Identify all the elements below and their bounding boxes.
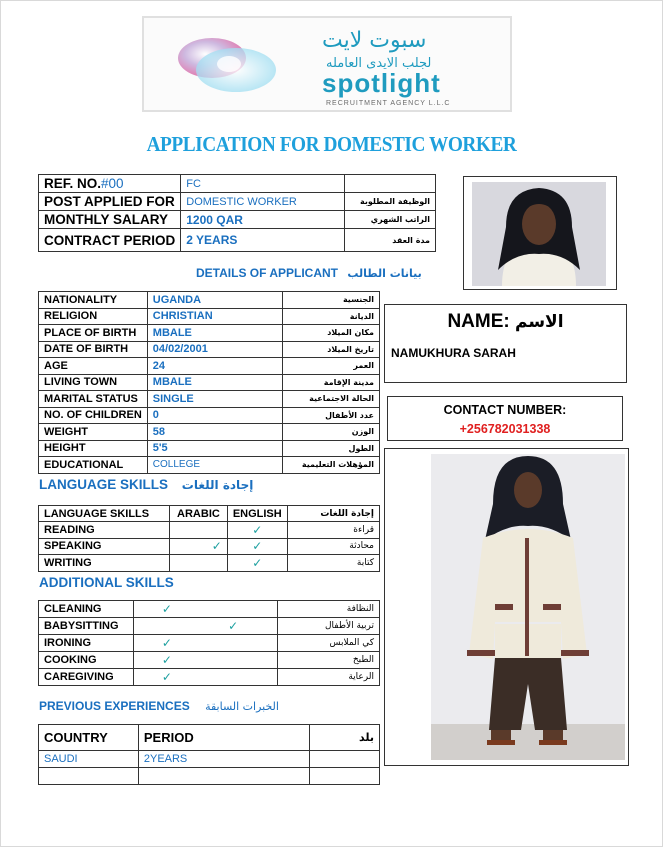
detail-label: WEIGHT [39,424,148,441]
experience-row [39,751,380,768]
applicant-name: NAMUKHURA SARAH [391,346,516,360]
salary-label: MONTHLY SALARY [39,211,181,229]
arabic-check-icon [170,555,228,572]
language-header-english: ENGLISH [227,506,287,522]
salary-arabic: الراتب الشهري [344,211,435,229]
detail-label: NATIONALITY [39,292,148,309]
skill-check-icon: ✓ [133,652,277,669]
language-label: SPEAKING [39,538,170,555]
detail-value: 04/02/2001 [147,341,282,358]
contract-label: CONTRACT PERIOD [39,229,181,252]
skill-check-icon: ✓ [133,669,277,686]
skill-check-icon: ✓ [133,601,277,618]
ref-label: REF. NO. [44,176,102,191]
details-row [39,407,380,424]
detail-arabic: المؤهلات التعليمية [282,457,380,474]
experience-country: SAUDI [39,751,139,768]
detail-arabic: الوزن [282,424,380,441]
logo-arabic-name: سبوت لايت [322,28,427,53]
contract-arabic: مدة العقد [344,229,435,252]
detail-value: 0 [147,407,282,424]
skill-arabic: الرعاية [278,669,380,686]
language-header-skill: LANGUAGE SKILLS [39,506,170,522]
details-row [39,292,380,309]
post-label: POST APPLIED FOR [39,193,181,211]
experience-period: 2YEARS [138,751,309,768]
details-row [39,358,380,375]
language-row [39,555,380,572]
detail-label: EDUCATIONAL [39,457,148,474]
additional-skill-row [39,669,380,686]
details-row [39,325,380,342]
detail-arabic: مكان الميلاد [282,325,380,342]
language-table [38,505,380,572]
language-heading [39,477,253,492]
additional-skills-table [38,600,380,686]
detail-arabic: العمر [282,358,380,375]
detail-value: SINGLE [147,391,282,408]
details-row [39,440,380,457]
skill-arabic: تربية الأطفال [278,618,380,635]
detail-value: COLLEGE [147,457,282,474]
agency-logo [142,16,512,112]
language-arabic: قراءة [287,522,379,539]
language-heading-en: LANGUAGE SKILLS [39,477,169,492]
language-header-ar: إجادة اللغات [287,506,379,522]
detail-label: AGE [39,358,148,375]
detail-arabic: الجنسية [282,292,380,309]
details-heading-ar: بيانات الطالب [347,267,422,280]
english-check-icon: ✓ [227,555,287,572]
details-row [39,374,380,391]
language-row [39,538,380,555]
skill-label: BABYSITTING [39,618,134,635]
name-arabic: الاسم [515,312,564,332]
detail-value: 24 [147,358,282,375]
detail-value: 5'5 [147,440,282,457]
name-label: NAME: [447,311,510,332]
language-label: READING [39,522,170,539]
contact-label: CONTACT NUMBER: [443,403,567,417]
experience-heading [39,699,279,713]
details-row [39,424,380,441]
skill-label: IRONING [39,635,134,652]
language-row [39,522,380,539]
arabic-check-icon: ✓ [170,538,228,555]
details-heading [196,266,422,280]
detail-value: MBALE [147,374,282,391]
post-value: DOMESTIC WORKER [181,193,344,211]
headshot-photo [472,182,606,286]
detail-arabic: الديانة [282,308,380,325]
detail-label: MARITAL STATUS [39,391,148,408]
headshot-photo-frame [463,176,617,290]
skill-label: CAREGIVING [39,669,134,686]
additional-skill-row [39,601,380,618]
detail-label: LIVING TOWN [39,374,148,391]
detail-label: HEIGHT [39,440,148,457]
arabic-check-icon [170,522,228,539]
detail-label: NO. OF CHILDREN [39,407,148,424]
detail-value: 58 [147,424,282,441]
ref-empty [344,175,435,193]
experience-heading-en: PREVIOUS EXPERIENCES [39,699,190,713]
header-info-table [38,174,436,252]
language-label: WRITING [39,555,170,572]
experience-row [39,768,380,785]
experience-period [138,768,309,785]
experience-table [38,724,380,785]
ref-label-cell [39,175,181,193]
experience-header-country: COUNTRY [39,725,139,751]
detail-arabic: عدد الأطفال [282,407,380,424]
logo-arabic-tagline: لجلب الايدى العامله [326,56,432,71]
detail-arabic: الحالة الاجتماعية [282,391,380,408]
name-box [384,304,627,383]
experience-extra [310,768,380,785]
experience-header-period: PERIOD [138,725,309,751]
skill-arabic: الطبخ [278,652,380,669]
page-title: APPLICATION FOR DOMESTIC WORKER [146,132,517,156]
salary-value: 1200 QAR [181,211,344,229]
detail-arabic: الطول [282,440,380,457]
language-arabic: محادثة [287,538,379,555]
skill-check-icon: ✓ [133,635,277,652]
additional-skill-row [39,652,380,669]
skill-label: CLEANING [39,601,134,618]
detail-value: MBALE [147,325,282,342]
ref-code: FC [181,175,344,193]
detail-label: PLACE OF BIRTH [39,325,148,342]
skill-arabic: كي الملابس [278,635,380,652]
contact-box [387,396,623,441]
details-row [39,341,380,358]
language-header-arabic: ARABIC [170,506,228,522]
language-arabic: كتابة [287,555,379,572]
skill-label: COOKING [39,652,134,669]
details-heading-en: DETAILS OF APPLICANT [196,266,338,280]
detail-value: UGANDA [147,292,282,309]
contact-number: +256782031338 [459,422,551,436]
details-table [38,291,380,474]
full-body-photo [431,454,625,760]
logo-disc-icon [174,30,284,98]
additional-skill-row [39,635,380,652]
detail-arabic: مدينة الإقامة [282,374,380,391]
detail-arabic: تاريخ الميلاد [282,341,380,358]
detail-label: DATE OF BIRTH [39,341,148,358]
skill-arabic: النظافة [278,601,380,618]
logo-subtitle: RECRUITMENT AGENCY L.L.C [326,100,451,107]
experience-extra [310,751,380,768]
logo-brand: spotlight [322,68,441,98]
detail-value: CHRISTIAN [147,308,282,325]
english-check-icon: ✓ [227,522,287,539]
details-row [39,457,380,474]
english-check-icon: ✓ [227,538,287,555]
name-box-title [385,311,626,333]
experience-heading-ar: الخبرات السابقة [205,700,279,713]
experience-header-ar: بلد [310,725,380,751]
skill-check-icon: ✓ [133,618,277,635]
experience-country [39,768,139,785]
detail-label: RELIGION [39,308,148,325]
full-body-photo-frame [384,448,629,766]
additional-heading: ADDITIONAL SKILLS [39,575,174,590]
post-arabic: الوظيفة المطلوبة [344,193,435,211]
additional-skill-row [39,618,380,635]
language-heading-ar: إجادة اللغات [181,478,254,492]
ref-value: #00 [101,176,124,191]
contract-value: 2 YEARS [181,229,344,252]
details-row [39,391,380,408]
details-row [39,308,380,325]
